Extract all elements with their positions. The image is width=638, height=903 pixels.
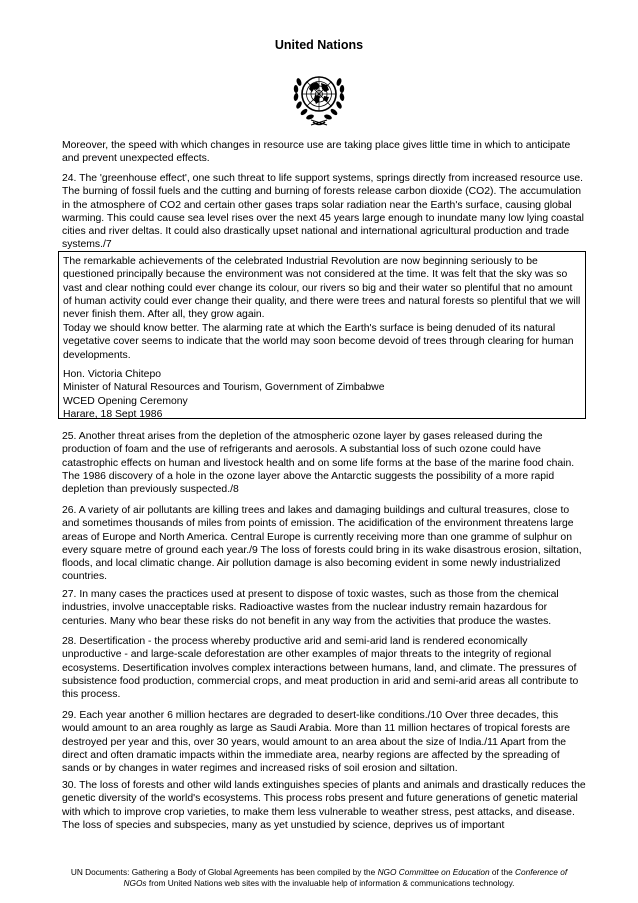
- page-title: United Nations: [274, 38, 364, 52]
- attribution-title: Minister of Natural Resources and Tourism, Government of Zimbabwe: [63, 382, 385, 394]
- attribution-event: WCED Opening Ceremony: [63, 395, 188, 407]
- footer-text: of the: [489, 867, 515, 877]
- attribution-place-date: Harare, 18 Sept 1986: [63, 408, 163, 420]
- paragraph-29: 29. Each year another 6 million hectares are degraded to desert-like conditions./10 Over three decades, this would amount to an area roughly as large as Saudi Arabia. More than 11 million hectares of tropical forests are destroyed per year and this, over 30 years, would amount to an area about the size of India./11 Apart from the direct and often dramatic impacts within the immediate area, nearby regions are affected by the spreading of sands or by changes in water regimes and increased risks of soil erosion and siltation.: [62, 710, 571, 775]
- paragraph-28: 28. Desertification - the process whereby productive arid and semi-arid land is rendered economically unproductive - and large-scale deforestation are other examples of major threats to the integrity of regional ecosystems. Desertification involves complex interactions between humans, land, and climate. The pressures of subsistence food production, commercial crops, and meat production in arid and semi-arid areas all contribute to this process.: [62, 636, 579, 701]
- paragraph-24: 24. The 'greenhouse effect', one such threat to life support systems, springs directly from increased resource use. The burning of fossil fuels and the cutting and burning of forests release carbon dioxide (CO2). The accumulation in the atmosphere of CO2 and certain other gases traps solar radiation near the Earth's surface, causing global warming. This could cause sea level rises over the next 45 years large enough to inundate many low lying coastal cities and river deltas. It could also drastically upset national and international agricultural production and trade systems./7: [62, 173, 584, 251]
- quote-paragraph-1: The remarkable achievements of the celebrated Industrial Revolution are now beginning seriously to be questioned principally because the environment was not considered at the time. It was felt that the sky was so vast and clear nothing could ever change its colour, our rivers so big and their water so plentiful that no amount of human activity could ever change their quality, and there were trees and natural forests so plentiful that we will never finish them. After all, they grow again.: [63, 256, 581, 321]
- footer-ngo-committee: NGO Committee on Education: [377, 867, 490, 877]
- paragraph-27: 27. In many cases the practices used at present to dispose of toxic wastes, such as those from the chemical industries, involve unacceptable risks. Radioactive wastes from the nuclear industry remain hazardous for centuries. Many who bear these risks do not benefit in any way from the activities that produce the wastes.: [62, 589, 559, 627]
- footer-publication: UN Documents: Gathering a Body of Global Agreements: [70, 867, 279, 877]
- quote-box: [58, 251, 586, 419]
- paragraph-25: 25. Another threat arises from the depletion of the atmospheric ozone layer by gases released during the production of foam and the use of refrigerants and aerosols. A substantial loss of such ozone could have catastrophic effects on human and livestock health and on some life forms at the base of the marine food chain. The 1986 discovery of a hole in the ozone layer above the Antarctic suggests the possibility of a more rapid depletion than previously suspected./8: [62, 431, 575, 496]
- paragraph-26: 26. A variety of air pollutants are killing trees and lakes and damaging buildings and cultural treasures, close to and sometimes thousands of miles from points of emission. The acidification of the environment threatens large areas of Europe and North America. Central Europe is currently receiving more than one gramme of sulphur on every square metre of ground each year./9 The loss of forests could bring in its wake disastrous erosion, siltation, floods, and local climatic change. Air pollution damage is also becoming evident in some newly industrialized countries.: [62, 505, 582, 583]
- attribution-name: Hon. Victoria Chitepo: [63, 369, 161, 380]
- paragraph-30: 30. The loss of forests and other wild lands extinguishes species of plants and animals and drastically reduces the genetic diversity of the world's ecosystems. This process robs present and future generations of genetic material with which to improve crop varieties, to make them less vulnerable to weather stress, pest attacks, and disease. The loss of species and subspecies, many as yet unstudied by science, deprives us of important: [62, 780, 586, 831]
- paragraph-intro: Moreover, the speed with which changes in resource use are taking place gives little time in which to anticipate and prevent unexpected effects.: [62, 140, 571, 165]
- page-footer: [60, 867, 578, 889]
- footer-conference: Conference of NGOs: [123, 867, 568, 888]
- quote-attribution: [63, 368, 583, 421]
- un-emblem-icon: [287, 68, 351, 132]
- quote-paragraph-2: Today we should know better. The alarming rate at which the Earth's surface is being denuded of its natural vegetative cover seems to indicate that the world may soon become devoid of trees through clearing for human developments.: [63, 323, 574, 361]
- footer-text: has been compiled by the: [278, 867, 378, 877]
- footer-text: from United Nations web sites with the invaluable help of information & communications technology.: [146, 878, 515, 888]
